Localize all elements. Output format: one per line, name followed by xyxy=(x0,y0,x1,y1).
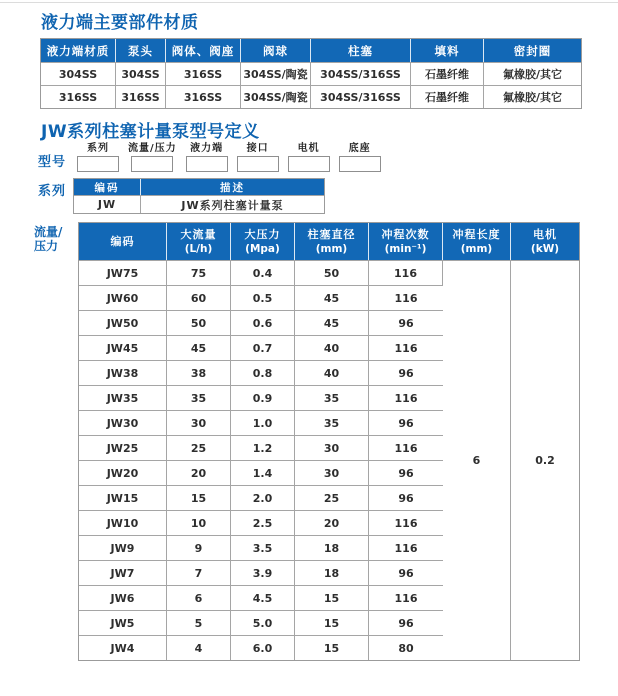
flow-pressure-label xyxy=(34,225,62,253)
table-cell: 116 xyxy=(369,585,443,610)
table-cell: 35 xyxy=(295,385,369,410)
table-cell: 316SS xyxy=(41,85,116,108)
model-slot-box xyxy=(237,156,279,172)
header-cell: 泵头 xyxy=(116,39,166,62)
table-cell: 116 xyxy=(369,285,443,310)
table-cell: JW25 xyxy=(79,435,167,460)
header-name: 冲程次数 xyxy=(381,227,430,241)
header-cell xyxy=(79,223,167,260)
header-unit: (min⁻¹) xyxy=(384,242,427,255)
flow-pressure-label-line2: 压力 xyxy=(34,239,59,253)
table-cell: 15 xyxy=(295,610,369,635)
table-cell: 316SS xyxy=(166,85,241,108)
model-slot-group xyxy=(128,139,177,172)
series-header-row xyxy=(74,179,324,195)
series-table xyxy=(73,178,325,214)
table-cell: 30 xyxy=(295,460,369,485)
table-cell: 50 xyxy=(295,260,369,285)
table-cell: 45 xyxy=(295,285,369,310)
table-row xyxy=(41,62,581,85)
table-cell: 2.5 xyxy=(231,510,295,535)
table-cell: 0.9 xyxy=(231,385,295,410)
materials-table xyxy=(40,38,582,109)
header-unit: (L/h) xyxy=(184,242,213,255)
header-cell xyxy=(231,223,295,260)
table-cell: 15 xyxy=(295,585,369,610)
model-code-diagram xyxy=(77,139,381,172)
model-slot-box xyxy=(186,156,228,172)
header-unit: (kW) xyxy=(530,242,560,255)
table-cell: 5.0 xyxy=(231,610,295,635)
header-cell: 密封圈 xyxy=(484,39,581,62)
table-cell: 116 xyxy=(369,385,443,410)
table-cell: 15 xyxy=(167,485,231,510)
table-cell: 116 xyxy=(369,260,443,285)
header-unit: (Mpa) xyxy=(245,242,280,255)
model-slot-box xyxy=(131,156,173,172)
model-slot-box xyxy=(288,156,330,172)
table-cell: 30 xyxy=(167,410,231,435)
table-cell: 116 xyxy=(369,335,443,360)
table-cell: 10 xyxy=(167,510,231,535)
table-cell: 50 xyxy=(167,310,231,335)
table-cell: 316SS xyxy=(116,85,166,108)
table-cell: JW45 xyxy=(79,335,167,360)
header-name: 冲程长度 xyxy=(452,227,501,241)
table-cell: 0.4 xyxy=(231,260,295,285)
table-cell: 96 xyxy=(369,610,443,635)
table-cell: JW9 xyxy=(79,535,167,560)
model-slot-box xyxy=(339,156,381,172)
model-label: 型号 xyxy=(38,155,67,170)
materials-header-row xyxy=(41,39,581,62)
table-cell: JW50 xyxy=(79,310,167,335)
table-cell: 40 xyxy=(295,335,369,360)
specs-header-row xyxy=(79,223,579,260)
table-cell: JW系列柱塞计量泵 xyxy=(141,195,324,213)
table-cell: 25 xyxy=(167,435,231,460)
table-cell: 4.5 xyxy=(231,585,295,610)
header-cell xyxy=(369,223,443,260)
table-cell: 1.2 xyxy=(231,435,295,460)
header-name: 柱塞直径 xyxy=(307,227,356,241)
table-cell: 96 xyxy=(369,310,443,335)
table-cell: 304SS xyxy=(41,62,116,85)
header-cell: 阀体、阀座 xyxy=(166,39,241,62)
table-cell: 75 xyxy=(167,260,231,285)
table-cell: 4 xyxy=(167,635,231,660)
top-divider xyxy=(0,2,618,3)
section2-title: JW系列柱塞计量泵型号定义 xyxy=(41,122,260,142)
table-cell: 304SS/316SS xyxy=(311,62,411,85)
table-cell: 18 xyxy=(295,535,369,560)
table-cell: 1.4 xyxy=(231,460,295,485)
table-cell: 304SS/陶瓷 xyxy=(241,62,311,85)
table-cell: JW20 xyxy=(79,460,167,485)
table-cell: 304SS/陶瓷 xyxy=(241,85,311,108)
model-slot-label: 接口 xyxy=(246,143,269,154)
header-name: 大压力 xyxy=(244,227,281,241)
model-slot-label: 电机 xyxy=(297,143,320,154)
table-cell: JW6 xyxy=(79,585,167,610)
header-cell: 阀球 xyxy=(241,39,311,62)
model-slot-group xyxy=(288,139,330,172)
model-slot-group xyxy=(339,139,381,172)
table-cell: 20 xyxy=(295,510,369,535)
header-unit: (mm) xyxy=(460,242,493,255)
header-cell: 描述 xyxy=(141,179,324,195)
table-cell: JW38 xyxy=(79,360,167,385)
table-cell: JW10 xyxy=(79,510,167,535)
header-cell xyxy=(295,223,369,260)
table-cell: 0.6 xyxy=(231,310,295,335)
table-cell: JW35 xyxy=(79,385,167,410)
table-cell: 石墨纤维 xyxy=(411,85,484,108)
table-cell: 304SS/316SS xyxy=(311,85,411,108)
header-name: 大流量 xyxy=(180,227,217,241)
table-row xyxy=(79,260,579,285)
model-slot-group xyxy=(186,139,228,172)
header-cell: 柱塞 xyxy=(311,39,411,62)
table-cell: 15 xyxy=(295,635,369,660)
table-cell: 3.9 xyxy=(231,560,295,585)
table-cell: 116 xyxy=(369,435,443,460)
table-cell: 1.0 xyxy=(231,410,295,435)
table-cell: JW4 xyxy=(79,635,167,660)
table-cell: 96 xyxy=(369,460,443,485)
table-cell: JW5 xyxy=(79,610,167,635)
table-cell: JW75 xyxy=(79,260,167,285)
table-cell: 2.0 xyxy=(231,485,295,510)
table-cell: 116 xyxy=(369,510,443,535)
table-cell: 0.5 xyxy=(231,285,295,310)
model-slot-label: 液力端 xyxy=(190,143,224,154)
table-cell: 304SS xyxy=(116,62,166,85)
header-cell xyxy=(167,223,231,260)
table-cell: 116 xyxy=(369,535,443,560)
header-name: 电机 xyxy=(533,227,557,241)
stroke-length-cell: 6 xyxy=(443,260,511,660)
series-label: 系列 xyxy=(38,184,67,199)
table-cell: 96 xyxy=(369,410,443,435)
table-cell: 0.8 xyxy=(231,360,295,385)
table-cell: 氟橡胶/其它 xyxy=(484,85,581,108)
table-cell: 96 xyxy=(369,560,443,585)
header-unit: (mm) xyxy=(315,242,348,255)
table-cell: 96 xyxy=(369,360,443,385)
table-cell: JW7 xyxy=(79,560,167,585)
table-cell: JW15 xyxy=(79,485,167,510)
header-cell: 液力端材质 xyxy=(41,39,116,62)
flow-pressure-label-line1: 流量/ xyxy=(34,225,63,239)
header-cell xyxy=(443,223,511,260)
table-cell: 6.0 xyxy=(231,635,295,660)
table-cell: 7 xyxy=(167,560,231,585)
section1-title: 液力端主要部件材质 xyxy=(41,13,199,33)
table-cell: 20 xyxy=(167,460,231,485)
table-row xyxy=(41,85,581,108)
model-slot-box xyxy=(77,156,119,172)
table-cell: 45 xyxy=(167,335,231,360)
header-cell xyxy=(511,223,579,260)
table-cell: 80 xyxy=(369,635,443,660)
model-slot-group xyxy=(237,139,279,172)
table-cell: 0.7 xyxy=(231,335,295,360)
header-name: 编码 xyxy=(110,234,135,248)
table-cell: 氟橡胶/其它 xyxy=(484,62,581,85)
table-cell: 25 xyxy=(295,485,369,510)
table-cell: 45 xyxy=(295,310,369,335)
table-cell: 9 xyxy=(167,535,231,560)
table-cell: 35 xyxy=(295,410,369,435)
table-cell: 96 xyxy=(369,485,443,510)
table-cell: 3.5 xyxy=(231,535,295,560)
table-cell: 35 xyxy=(167,385,231,410)
table-cell: JW60 xyxy=(79,285,167,310)
model-slot-label: 底座 xyxy=(348,143,371,154)
motor-power-cell: 0.2 xyxy=(511,260,579,660)
table-cell: JW30 xyxy=(79,410,167,435)
header-cell: 填料 xyxy=(411,39,484,62)
table-row xyxy=(74,195,324,213)
table-cell: 60 xyxy=(167,285,231,310)
table-cell: 30 xyxy=(295,435,369,460)
table-cell: 5 xyxy=(167,610,231,635)
header-cell: 编码 xyxy=(74,179,141,195)
model-slot-group xyxy=(77,139,119,172)
model-slot-label: 系列 xyxy=(87,143,109,154)
table-cell: JW xyxy=(74,195,141,213)
table-cell: 石墨纤维 xyxy=(411,62,484,85)
model-slot-label: 流量/压力 xyxy=(128,143,177,154)
table-cell: 38 xyxy=(167,360,231,385)
specs-table xyxy=(78,222,580,661)
table-cell: 18 xyxy=(295,560,369,585)
table-cell: 40 xyxy=(295,360,369,385)
table-cell: 6 xyxy=(167,585,231,610)
table-cell: 316SS xyxy=(166,62,241,85)
